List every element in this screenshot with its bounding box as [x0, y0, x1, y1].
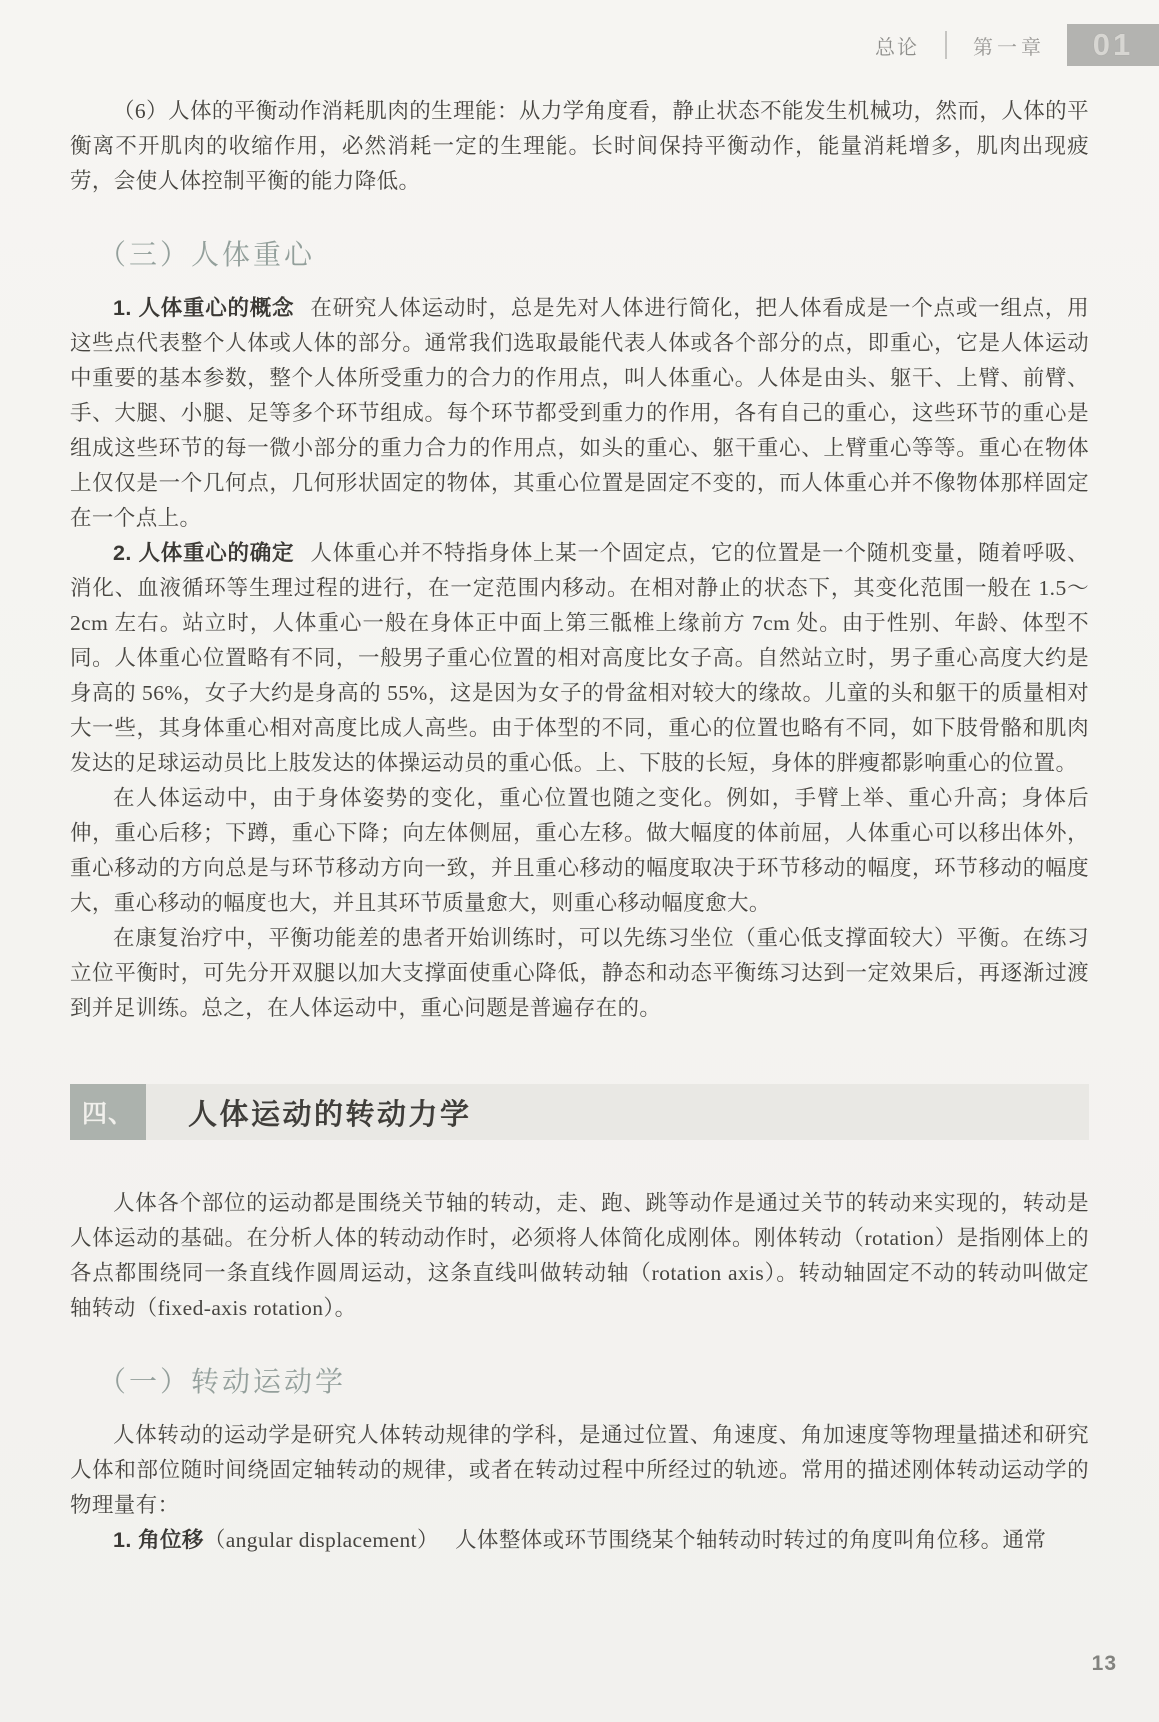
- paragraph-text-cog-determination: 人体重心并不特指身体上某一个固定点，它的位置是一个随机变量，随着呼吸、消化、血液循环等生理过程的进行，在一定范围内移动。在相对静止的状态下，其变化范围一般在 1.5～2cm 左右。站立时，人体重心一般在身体正中面上第三骶椎上缘前方 7cm 处。由于性别、年龄、体型不同。人体重心位置略有不同，一般男子重心位置的相对高度比女子高。自然站立时，男子重心高度大约是身高的 56%，女子大约是身高的 55%，这是因为女子的骨盆相对较大的缘故。儿童的头和躯干的质量相对大一些，其身体重心相对高度比成人高些。由于体型的不同，重心的位置也略有不同，如下肢骨骼和肌肉发达的足球运动员比上肢发达的体操运动员的重心低。上、下肢的长短，身体的胖瘦都影响重心的位置。: [70, 541, 1089, 775]
- section-banner-rotational-mechanics: [70, 1084, 1089, 1140]
- section-number-box: 四、: [70, 1084, 146, 1140]
- paragraph-cog-rehabilitation: 在康复治疗中，平衡功能差的患者开始训练时，可以先练习坐位（重心低支撑面较大）平衡。在练习立位平衡时，可先分开双腿以加大支撑面使重心降低，静态和动态平衡练习达到一定效果后，再逐渐过渡到并足训练。总之，在人体运动中，重心问题是普遍存在的。: [70, 926, 1089, 1020]
- paragraph-cog-determination: [70, 536, 1089, 781]
- paragraph-balance-energy: （6）人体的平衡动作消耗肌肉的生理能：从力学角度看，静止状态不能发生机械功，然而，人体的平衡离不开肌肉的收缩作用，必然消耗一定的生理能。长时间保持平衡动作，能量消耗增多，肌肉出现疲劳，会使人体控制平衡的能力降低。: [70, 99, 1089, 193]
- running-header: [70, 24, 1134, 66]
- header-section-label: 总论: [875, 36, 919, 59]
- paragraph-lead-cog-determination: 2. 人体重心的确定: [113, 541, 295, 565]
- paragraph-text-angular-displacement: 人体整体或环节围绕某个轴转动时转过的角度叫角位移。通常: [455, 1528, 1047, 1552]
- chapter-number-badge: 01: [1067, 24, 1159, 66]
- paragraph-lead-cog-concept: 1. 人体重心的概念: [113, 296, 295, 320]
- header-divider: [945, 31, 947, 59]
- header-chapter-label: 第一章: [973, 36, 1045, 59]
- subsection-heading-body-center-of-gravity: （三）人体重心: [98, 240, 316, 271]
- paragraph-angular-displacement: [70, 1523, 1089, 1558]
- subsection-heading-rotational-kinematics: （一）转动运动学: [98, 1367, 347, 1398]
- paragraph-text-cog-concept: 在研究人体运动时，总是先对人体进行简化，把人体看成是一个点或一组点，用这些点代表整个人体或人体的部分。通常我们选取最能代表人体或各个部分的点，即重心，它是人体运动中重要的基本参数，整个人体所受重力的合力的作用点，叫人体重心。人体是由头、躯干、上臂、前臂、手、大腿、小腿、足等多个环节组成。每个环节都受到重力的作用，各有自己的重心，这些环节的重心是组成这些环节的每一微小部分的重力合力的作用点，如头的重心、躯干重心、上臂重心等等。重心在物体上仅仅是一个几何点，几何形状固定的物体，其重心位置是固定不变的，而人体重心并不像物体那样固定在一个点上。: [70, 296, 1089, 530]
- section-title: 人体运动的转动力学: [188, 1098, 472, 1131]
- page-number: 13: [1091, 1652, 1117, 1675]
- paragraph-cog-movement: 在人体运动中，由于身体姿势的变化，重心位置也随之变化。例如，手臂上举、重心升高；身体后伸，重心后移；下蹲，重心下降；向左体侧屈，重心左移。做大幅度的体前屈，人体重心可以移出体外，重心移动的方向总是与环节移动方向一致，并且重心移动的幅度取决于环节移动的幅度，环节移动的幅度大，重心移动的幅度也大，并且其环节质量愈大，则重心移动幅度愈大。: [70, 786, 1089, 915]
- paragraph-lead-angular-displacement: 1. 角位移: [113, 1528, 204, 1552]
- paragraph-rotation-intro: 人体各个部位的运动都是围绕关节轴的转动，走、跑、跳等动作是通过关节的转动来实现的，转动是人体运动的基础。在分析人体的转动动作时，必须将人体简化成刚体。刚体转动（rotation）是指刚体上的各点都围绕同一条直线作圆周运动，这条直线叫做转动轴（rotation axis）。转动轴固定不动的转动叫做定轴转动（fixed-axis rotation）。: [70, 1191, 1089, 1320]
- paragraph-lead-angular-displacement-english: （angular displacement）: [203, 1528, 439, 1552]
- paragraph-kinematics-intro: 人体转动的运动学是研究人体转动规律的学科，是通过位置、角速度、角加速度等物理量描述和研究人体和部位随时间绕固定轴转动的规律，或者在转动过程中所经过的轨迹。常用的描述刚体转动运动学的物理量有：: [70, 1423, 1089, 1517]
- paragraph-cog-concept: [70, 291, 1089, 536]
